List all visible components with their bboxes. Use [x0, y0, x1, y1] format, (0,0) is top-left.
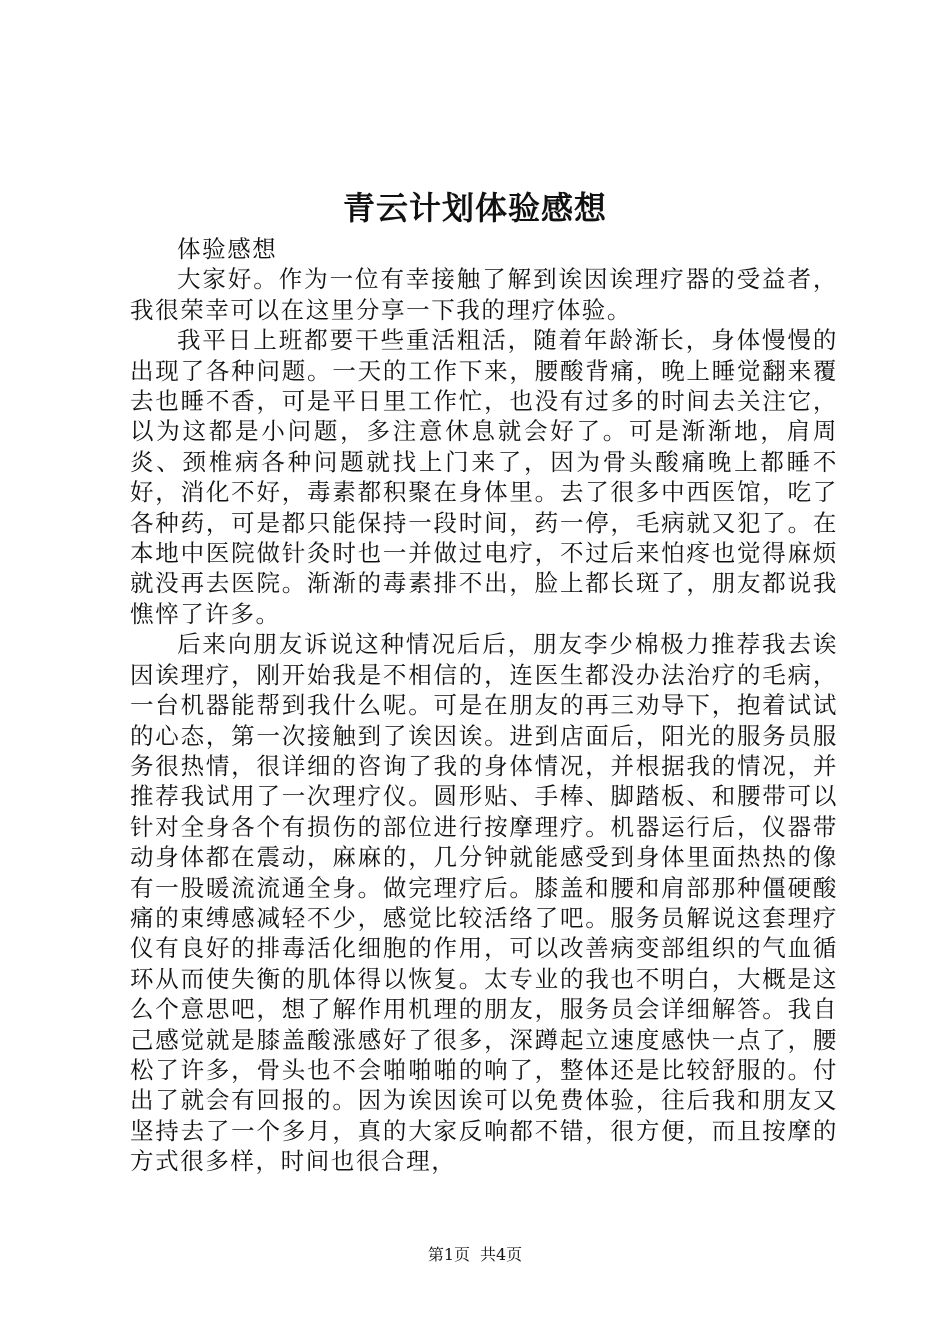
document-body: [130, 234, 838, 1177]
paragraph-intro: 大家好。作为一位有幸接触了解到诶因诶理疗器的受益者，我很荣幸可以在这里分享一下我的理疗体验。: [130, 265, 838, 324]
document-title: 青云计划体验感想: [342, 189, 607, 227]
page-footer: [0, 1243, 950, 1267]
page-number: 第1页: [427, 1245, 470, 1264]
paragraph-background: 我平日上班都要干些重活粗活，随着年龄渐长，身体慢慢的出现了各种问题。一天的工作下来，腰酸背痛，晚上睡觉翻来覆去也睡不香，可是平日里工作忙，也没有过多的时间去关注它，以为这都是小问题，多注意休息就会好了。可是渐渐地，肩周炎、颈椎病各种问题就找上门来了，因为骨头酸痛晚上都睡不好，消化不好，毒素都积聚在身体里。去了很多中西医馆，吃了各种药，可是都只能保持一段时间，药一停，毛病就又犯了。在本地中医院做针灸时也一并做过电疗，不过后来怕疼也觉得麻烦就没再去医院。渐渐的毒素排不出，脸上都长斑了，朋友都说我憔悴了许多。: [130, 326, 838, 628]
paragraph-experience: 后来向朋友诉说这种情况后后，朋友李少棉极力推荐我去诶因诶理疗，刚开始我是不相信的，连医生都没办法治疗的毛病，一台机器能帮到我什么呢。可是在朋友的再三劝导下，抱着试试的心态，第一次接触到了诶因诶。进到店面后，阳光的服务员服务很热情，很详细的咨询了我的身体情况，并根据我的情况，并推荐我试用了一次理疗仪。圆形贴、手棒、脚踏板、和腰带可以针对全身各个有损伤的部位进行按摩理疗。机器运行后，仪器带动身体都在震动，麻麻的，几分钟就能感受到身体里面热热的像有一股暖流流通全身。做完理疗后。膝盖和腰和肩部那种僵硬酸痛的束缚感减轻不少，感觉比较活络了吧。服务员解说这套理疗仪有良好的排毒活化细胞的作用，可以改善病变部组织的气血循环从而使失衡的肌体得以恢复。太专业的我也不明白，大概是这么个意思吧，想了解作用机理的朋友，服务员会详细解答。我自己感觉就是膝盖酸涨感好了很多，深蹲起立速度感快一点了，腰松了许多，骨头也不会啪啪啪的响了，整体还是比较舒服的。付出了就会有回报的。因为诶因诶可以免费体验，往后我和朋友又坚持去了一个多月，真的大家反响都不错，很方便，而且按摩的方式很多样，时间也很合理，: [130, 630, 838, 1176]
page-total: 共4页: [480, 1245, 523, 1264]
paragraph-heading: 体验感想: [177, 235, 278, 263]
